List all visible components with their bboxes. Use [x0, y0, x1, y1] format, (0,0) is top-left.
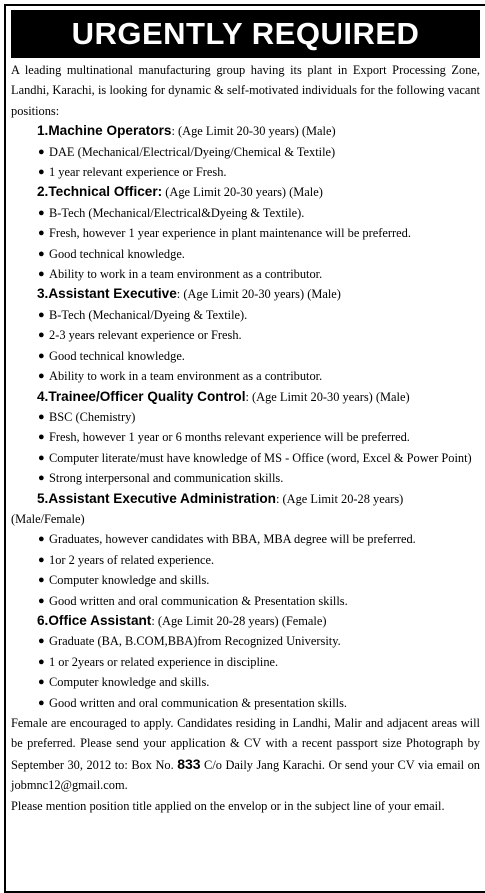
bullet-icon: ●	[38, 329, 45, 342]
requirement-item	[11, 570, 480, 590]
closing-instruction: Please mention position title applied on the envelop or in the subject line of your email.	[11, 798, 445, 813]
position-number: 6.	[37, 612, 49, 628]
bullet-icon: ●	[38, 676, 45, 689]
requirement-text: BSC (Chemistry)	[49, 409, 136, 424]
requirement-text: DAE (Mechanical/Electrical/Dyeing/Chemical & Textile)	[49, 144, 336, 159]
bullet-icon: ●	[38, 553, 45, 566]
requirement-list	[11, 529, 480, 611]
requirement-item	[11, 448, 480, 468]
position-details: : (Age Limit 20-30 years) (Male)	[176, 287, 341, 302]
bullet-icon: ●	[38, 206, 45, 219]
position-number: 3.	[37, 286, 49, 302]
bullet-icon: ●	[38, 696, 45, 709]
position-details: : (Age Limit 20-30 years) (Male)	[171, 124, 336, 139]
requirement-text: Fresh, however 1 year or 6 months relevant experience will be preferred.	[49, 430, 410, 445]
requirement-text: B-Tech (Mechanical/Electrical&Dyeing & Textile).	[49, 205, 305, 220]
requirement-item	[11, 244, 480, 264]
requirement-item	[11, 427, 480, 447]
requirement-item	[11, 591, 480, 611]
requirement-text: Good written and oral communication & presentation skills.	[49, 695, 348, 710]
requirement-text: Ability to work in a team environment as a contributor.	[49, 267, 323, 282]
bullet-icon: ●	[38, 594, 45, 607]
bullet-icon: ●	[38, 247, 45, 260]
requirement-text: Computer knowledge and skills.	[49, 573, 210, 588]
box-number: 833	[177, 755, 201, 772]
requirement-item	[11, 672, 480, 692]
bullet-icon: ●	[38, 472, 45, 485]
requirement-list	[11, 203, 480, 285]
position-heading	[11, 284, 480, 304]
bullet-icon: ●	[38, 410, 45, 423]
position-title: Trainee/Officer Quality Control	[48, 388, 246, 404]
position-number: 2.	[37, 184, 49, 200]
requirement-list	[11, 142, 480, 183]
position-title: Assistant Executive	[48, 286, 177, 302]
bullet-icon: ●	[38, 655, 45, 668]
position-details: : (Age Limit 20-28 years) (Male/Female)	[11, 491, 404, 526]
bullet-icon: ●	[38, 451, 45, 464]
requirement-text: Computer knowledge and skills.	[49, 675, 210, 690]
requirement-item	[11, 529, 480, 549]
bullet-icon: ●	[38, 145, 45, 158]
position-heading	[11, 611, 480, 631]
intro-paragraph: A leading multinational manufacturing group having its plant in Export Processing Zone, Landhi, Karachi, is looking for dynamic & self-motivated individuals for the following vacant positions:	[11, 63, 480, 118]
requirement-text: Graduate (BA, B.COM,BBA)from Recognized University.	[49, 634, 341, 649]
bullet-icon: ●	[38, 308, 45, 321]
position-details: (Age Limit 20-30 years) (Male)	[162, 185, 323, 200]
requirement-text: Good written and oral communication & Presentation skills.	[49, 593, 348, 608]
requirement-item	[11, 652, 480, 672]
requirement-item	[11, 468, 480, 488]
requirement-item	[11, 142, 480, 162]
positions-list	[11, 121, 480, 713]
bullet-icon: ●	[38, 635, 45, 648]
requirement-text: Good technical knowledge.	[49, 348, 185, 363]
position-number: 4.	[37, 388, 49, 404]
requirement-text: B-Tech (Mechanical/Dyeing & Textile).	[49, 307, 248, 322]
requirement-item	[11, 631, 480, 651]
closing-paragraph	[11, 713, 480, 796]
requirement-item	[11, 550, 480, 570]
requirement-text: 1 year relevant experience or Fresh.	[49, 165, 227, 180]
requirement-item	[11, 264, 480, 284]
requirement-item	[11, 346, 480, 366]
requirement-list	[11, 407, 480, 489]
requirement-text: 2-3 years relevant experience or Fresh.	[49, 328, 242, 343]
requirement-text: 1or 2 years of related experience.	[49, 552, 215, 567]
position-title: Assistant Executive Administration	[48, 490, 276, 506]
bullet-icon: ●	[38, 533, 45, 546]
requirement-list	[11, 305, 480, 387]
requirement-text: 1 or 2years or related experience in discipline.	[49, 654, 279, 669]
requirement-text: Strong interpersonal and communication skills.	[49, 471, 284, 486]
bullet-icon: ●	[38, 370, 45, 383]
requirement-item	[11, 693, 480, 713]
requirement-item	[11, 325, 480, 345]
position-details: : (Age Limit 20-28 years) (Female)	[151, 613, 327, 628]
bullet-icon: ●	[38, 268, 45, 281]
requirement-text: Graduates, however candidates with BBA, MBA degree will be preferred.	[49, 532, 416, 547]
position-title: Machine Operators	[48, 123, 172, 139]
requirement-item	[11, 223, 480, 243]
closing-text-1: Female are encouraged to apply. Candidates residing in Landhi, Malir and adjacent areas will be preferred. Please send your application & CV with a recent passport size Photograph by September 30, 2012 to: Box No.	[11, 716, 480, 772]
requirement-item	[11, 407, 480, 427]
bullet-icon: ●	[38, 574, 45, 587]
requirement-text: Computer literate/must have knowledge of MS - Office (word, Excel & Power Point)	[49, 450, 472, 465]
requirement-item	[11, 305, 480, 325]
position-heading	[11, 182, 480, 202]
position-title: Technical Officer:	[48, 184, 163, 200]
position-heading	[11, 387, 480, 407]
position-number: 1.	[37, 123, 49, 139]
position-title: Office Assistant	[48, 612, 152, 628]
bullet-icon: ●	[38, 431, 45, 444]
headline-banner: URGENTLY REQUIRED	[11, 10, 480, 58]
closing-text-2: C/o Daily Jang Karachi. Or send your CV via email on jobmnc12@gmail.com.	[11, 757, 480, 793]
requirement-text: Fresh, however 1 year experience in plant maintenance will be preferred.	[49, 226, 411, 241]
position-heading	[11, 121, 480, 141]
requirement-item	[11, 203, 480, 223]
job-advertisement	[4, 4, 485, 893]
position-number: 5.	[37, 490, 49, 506]
bullet-icon: ●	[38, 227, 45, 240]
requirement-list	[11, 631, 480, 713]
requirement-item	[11, 162, 480, 182]
position-heading	[11, 489, 480, 530]
position-details: : (Age Limit 20-30 years) (Male)	[245, 389, 410, 404]
requirement-item	[11, 366, 480, 386]
requirement-text: Good technical knowledge.	[49, 246, 185, 261]
bullet-icon: ●	[38, 349, 45, 362]
requirement-text: Ability to work in a team environment as a contributor.	[49, 369, 323, 384]
bullet-icon: ●	[38, 166, 45, 179]
